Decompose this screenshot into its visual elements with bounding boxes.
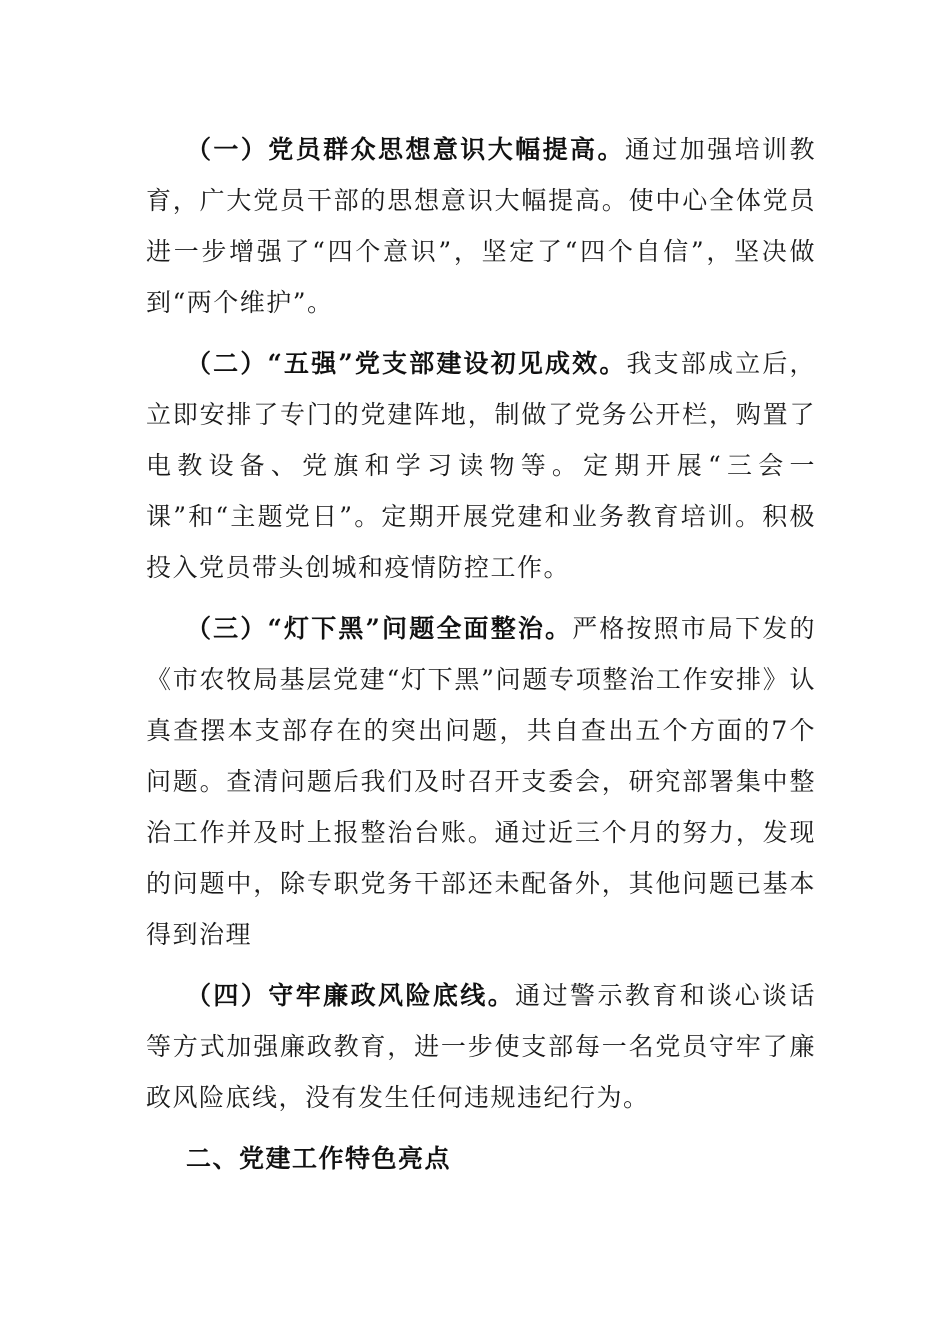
document-body <box>146 124 816 1184</box>
section-heading: 二、党建工作特色亮点 <box>186 1144 452 1173</box>
paragraph-4 <box>146 970 816 1123</box>
paragraph-heading: （二）“五强”党支部建设初见成效。 <box>186 349 627 378</box>
paragraph-heading: （四）守牢廉政风险底线。 <box>186 981 516 1010</box>
paragraph-2 <box>146 338 816 593</box>
paragraph-3 <box>146 603 816 960</box>
paragraph-text: 严格按照市局下发的《市农牧局基层党建“灯下黑”问题专项整治工作安排》认真查摆本支部存在的突出问题，共自查出五个方面的7个问题。查清问题后我们及时召开支委会，研究部署集中整治工作并及时上报整治台账。通过近三个月的努力，发现的问题中，除专职党务干部还未配备外，其他问题已基本得到治理 <box>146 614 816 949</box>
paragraph-heading: （一）党员群众思想意识大幅提高。 <box>186 135 625 164</box>
paragraph-text: 我支部成立后，立即安排了专门的党建阵地，制做了党务公开栏，购置了电教设备、党旗和学习读物等。定期开展“三会一课”和“主题党日”。定期开展党建和业务教育培训。积极投入党员带头创城和疫情防控工作。 <box>146 349 816 582</box>
paragraph-text: 通过加强培训教育，广大党员干部的思想意识大幅提高。使中心全体党员进一步增强了“四个意识”，坚定了“四个自信”，坚决做到“两个维护”。 <box>146 135 816 317</box>
paragraph-text: 通过警示教育和谈心谈话等方式加强廉政教育，进一步使支部每一名党员守牢了廉政风险底线，没有发生任何违规违纪行为。 <box>146 981 816 1112</box>
paragraph-1 <box>146 124 816 328</box>
paragraph-heading: （三）“灯下黑”问题全面整治。 <box>186 614 573 643</box>
